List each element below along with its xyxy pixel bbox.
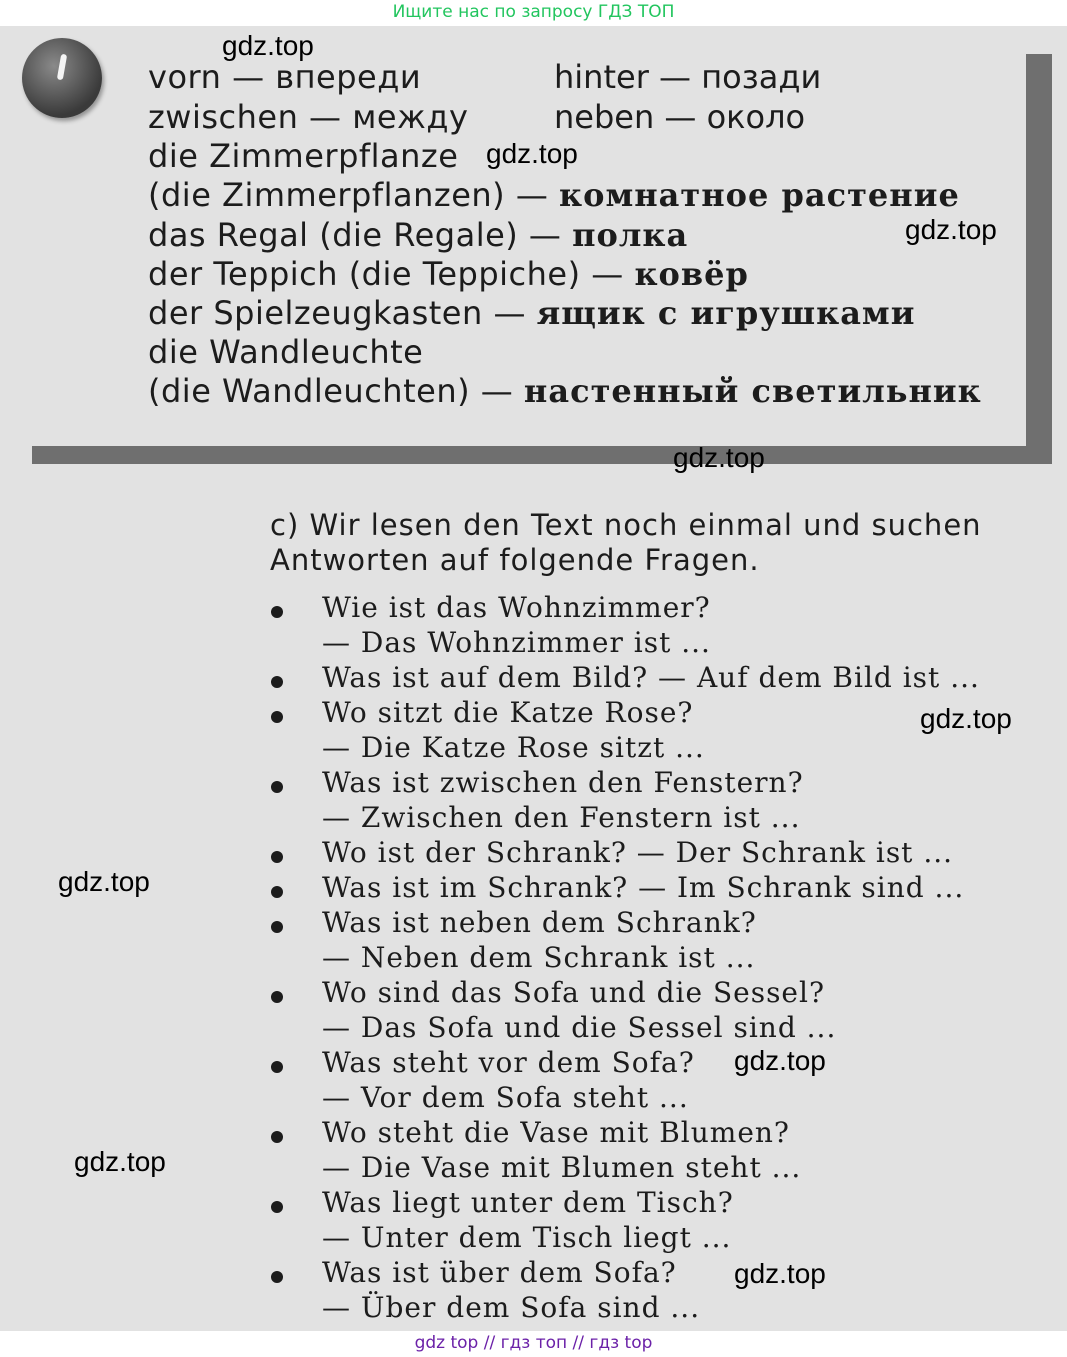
vocab-line-4 [148,176,960,214]
bullet-5 [271,851,283,863]
vocab-line-4-ru: комнатное растение [559,176,960,214]
vocab-line-6-de: der Teppich (die Teppiche) — [148,255,624,293]
question-4: Was ist zwischen den Fenstern? [322,766,804,799]
vocab-row-1-left: vorn — впереди [148,58,422,96]
question-10: Wo steht die Vase mit Blumen? [322,1116,790,1149]
watermark: gdz.top [74,1146,166,1177]
bullet-10 [271,1131,283,1143]
vocab-frame-bottom [32,446,1052,464]
watermark: gdz.top [734,1045,826,1076]
bullet-2 [271,676,283,688]
vocab-line-6-ru: ковёр [634,255,749,293]
answer-7: — Neben dem Schrank ist ... [322,941,756,974]
bullet-4 [271,781,283,793]
bullet-3 [271,711,283,723]
question-5: Wo ist der Schrank? — Der Schrank ist ... [322,836,954,869]
question-1: Wie ist das Wohnzimmer? [322,591,711,624]
answer-11: — Unter dem Tisch liegt ... [322,1221,732,1254]
answer-9: — Vor dem Sofa steht ... [322,1081,689,1114]
vocab-line-9-de: (die Wandleuchten) — [148,372,514,410]
vocab-line-7 [148,294,915,332]
vocab-row-2-right: neben — около [554,98,806,136]
bullet-6 [271,886,283,898]
bottom-banner: gdz top // гдз топ // гдз top [0,1331,1067,1357]
vocab-frame-right [1026,54,1052,464]
vocab-line-4-de: (die Zimmerpflanzen) — [148,176,549,214]
watermark: gdz.top [734,1258,826,1289]
watermark: gdz.top [673,442,765,473]
question-3: Wo sitzt die Katze Rose? [322,696,694,729]
answer-10: — Die Vase mit Blumen steht ... [322,1151,802,1184]
vocab-line-3: die Zimmerpflanze [148,137,459,175]
question-6: Was ist im Schrank? — Im Schrank sind ... [322,871,965,904]
question-2: Was ist auf dem Bild? — Auf dem Bild ist ... [322,661,980,694]
vocab-line-5 [148,216,688,254]
vocab-row-1-right: hinter — позади [554,58,822,96]
answer-12: — Über dem Sofa sind ... [322,1291,701,1324]
vocab-line-8: die Wandleuchte [148,333,424,371]
top-banner: Ищите нас по запросу ГДЗ ТОП [392,2,675,22]
task-line-1: c) Wir lesen den Text noch einmal und suchen [270,508,982,542]
watermark: gdz.top [222,30,314,61]
vocab-line-6 [148,255,749,293]
vocab-line-7-de: der Spielzeugkasten — [148,294,526,332]
question-11: Was liegt unter dem Tisch? [322,1186,734,1219]
vocab-line-5-ru: полка [572,216,689,254]
bullet-11 [271,1201,283,1213]
clock-icon [22,38,102,118]
question-7: Was ist neben dem Schrank? [322,906,757,939]
question-8: Wo sind das Sofa und die Sessel? [322,976,825,1009]
answer-4: — Zwischen den Fenstern ist ... [322,801,801,834]
bullet-12 [271,1271,283,1283]
answer-8: — Das Sofa und die Sessel sind ... [322,1011,837,1044]
vocab-line-9 [148,372,982,410]
bullet-7 [271,921,283,933]
watermark: gdz.top [58,866,150,897]
vocab-line-9-ru: настенный светильник [523,372,982,410]
answer-3: — Die Katze Rose sitzt ... [322,731,705,764]
bullet-9 [271,1061,283,1073]
bullet-1 [271,606,283,618]
watermark: gdz.top [905,214,997,245]
watermark: gdz.top [486,138,578,169]
task-line-2: Antworten auf folgende Fragen. [270,543,760,577]
question-9: Was steht vor dem Sofa? [322,1046,695,1079]
vocab-line-7-ru: ящик с игрушками [536,294,916,332]
textbook-page [0,26,1067,1331]
bullet-8 [271,991,283,1003]
watermark: gdz.top [920,703,1012,734]
question-12: Was ist über dem Sofa? [322,1256,677,1289]
vocab-line-5-de: das Regal (die Regale) — [148,216,562,254]
vocab-row-2-left: zwischen — между [148,98,469,136]
answer-1: — Das Wohnzimmer ist ... [322,626,711,659]
clock-hand [57,54,67,81]
